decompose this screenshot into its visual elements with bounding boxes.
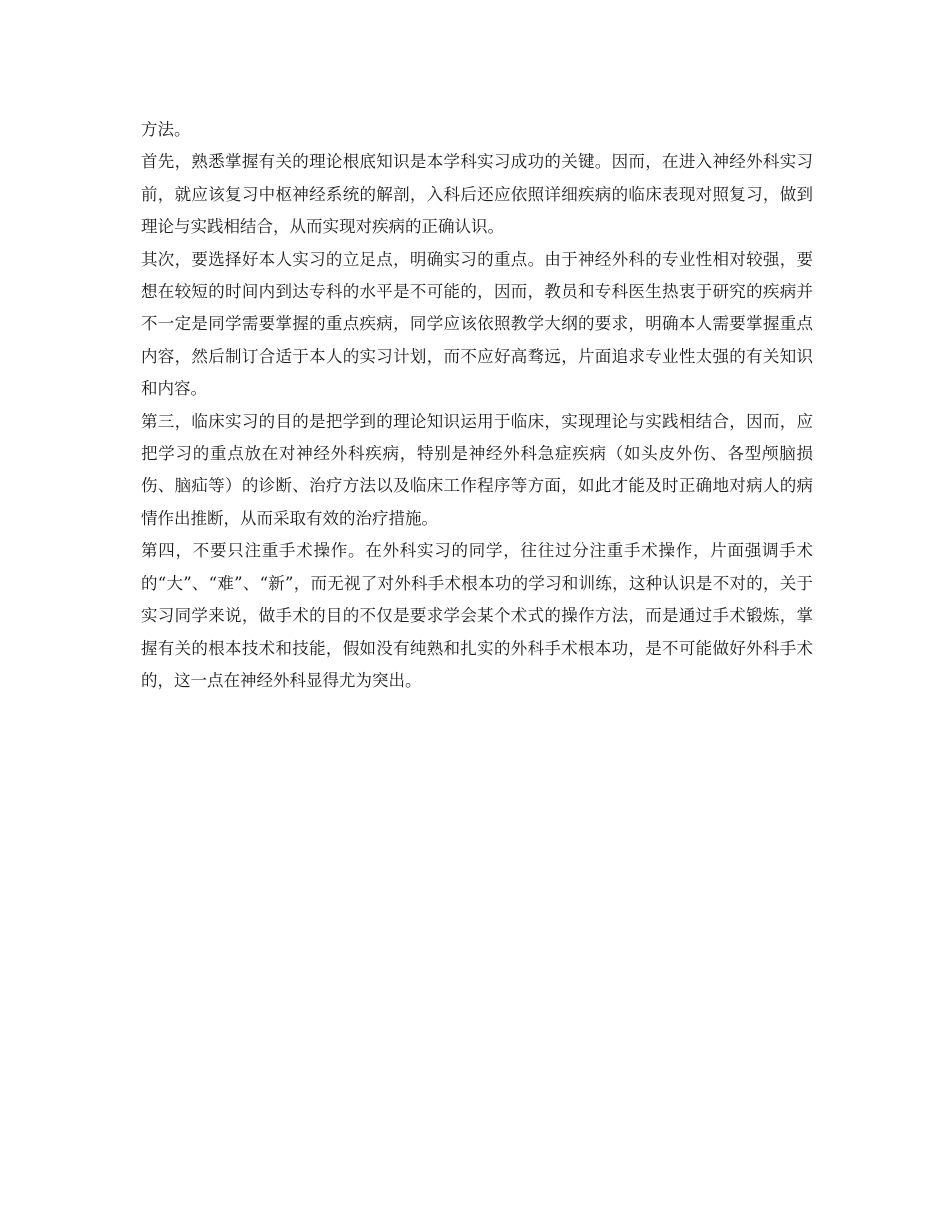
paragraph-fourth-point: 第四，不要只注重手术操作。在外科实习的同学，往往过分注重手术操作，片面强调手术的“大”、“难”、“新”，而无视了对外科手术根本功的学习和训练，这种认识是不对的，关于实习同学来说，做手术的目的不仅是要求学会某个术式的操作方法，而是通过手术锻炼，掌握有关的根本技术和技能，假如没有纯熟和扎实的外科手术根本功，是不可能做好外科手术的，这一点在神经外科显得尤为突出。 — [141, 541, 813, 690]
paragraph-first-point: 首先，熟悉掌握有关的理论根底知识是本学科实习成功的关键。因而，在进入神经外科实习前，就应该复习中枢神经系统的解剖，入科后还应依照详细疾病的临床表现对照复习，做到理论与实践相结合，从而实现对疾病的正确认识。 — [141, 152, 813, 237]
document-body — [141, 114, 813, 697]
paragraph-second-point: 其次，要选择好本人实习的立足点，明确实习的重点。由于神经外科的专业性相对较强，要想在较短的时间内到达专科的水平是不可能的，因而，教员和专科医生热衷于研究的疾病并不一定是同学需要掌握的重点疾病，同学应该依照教学大纲的要求，明确本人需要掌握重点内容，然后制订合适于本人的实习计划，而不应好高骛远，片面追求专业性太强的有关知识和内容。 — [141, 249, 813, 399]
paragraph-third-point: 第三，临床实习的目的是把学到的理论知识运用于临床，实现理论与实践相结合，因而，应把学习的重点放在对神经外科疾病，特别是神经外科急症疾病（如头皮外伤、各型颅脑损伤、脑疝等）的诊断、治疗方法以及临床工作程序等方面，如此才能及时正确地对病人的病情作出推断，从而采取有效的治疗措施。 — [141, 411, 813, 528]
paragraph-method-continuation: 方法。 — [141, 120, 191, 139]
